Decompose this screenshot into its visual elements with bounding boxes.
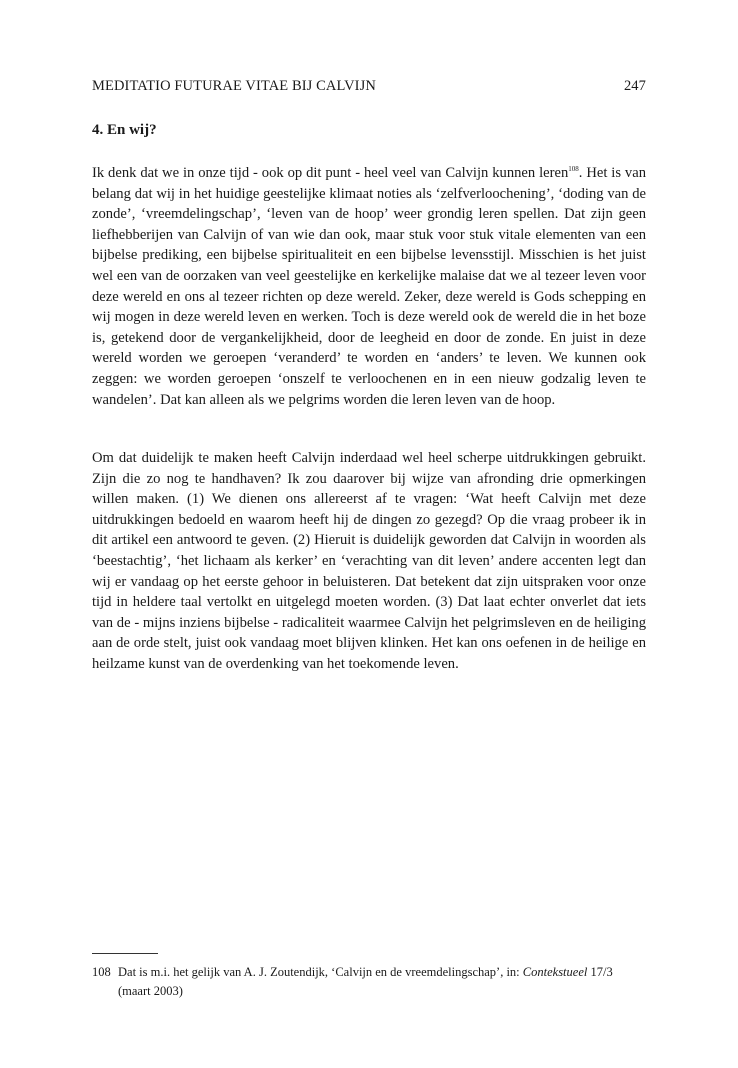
running-header: [92, 78, 646, 95]
section-heading: 4. En wij?: [92, 122, 157, 138]
paragraph-2: Om dat duidelijk te maken heeft Calvijn inderdaad wel heel scherpe uitdrukkingen gebruikt. Zijn die zo nog te handhaven? Ik zou daarover bij wijze van afronding drie opmerkingen willen maken. (1) We dienen ons allereerst af te vragen: ‘Wat heeft Calvijn met deze uitdrukkingen bedoeld en waarom heeft hij de dingen zo gezegd? Op die vraag probeer ik in dit artikel een antwoord te geven. (2) Hieruit is duidelijk geworden dat Calvijn in woorden als ‘beestachtig’, ‘het lichaam als kerker’ en ‘verachting van dit leven’ andere accenten legt dan wij er vandaag op het eerste gehoor in beluisteren. Dat betekent dat zijn uitspraken voor onze tijd in heldere taal vertolkt en uitgelegd moeten worden. (3) Dat laat echter onverlet dat iets van de - mijns inziens bijbelse - radicaliteit waarmee Calvijn het pelgrimsleven en de heiliging aan de orde stelt, juist ook vandaag moet blijven klinken. Het kan ons oefenen in de heilige en heilzame kunst van de overdenking van het toekomende leven.: [92, 450, 646, 672]
paragraph-1-text-continued: . Het is van belang dat wij in het huidige geestelijke klimaat noties als ‘zelfverloochening’, ‘doding van de zonde’, ‘vreemdelingschap’, ‘leven van de hoop’ weer grondig leren spellen. Dat zijn geen liefhebberijen van Calvijn of van wie dan ook, maar stuk voor stuk vitale elementen van een bijbelse prediking, een bijbelse spiritualiteit en een bijbelse levensstijl. Misschien is het juist wel een van de oorzaken van veel geestelijke en kerkelijke malaise dat we al tezeer leven voor deze wereld en ons al tezeer richten op deze wereld. Zeker, deze wereld is Gods schepping en wij mogen in deze wereld leven en werken. Toch is deze wereld ook de wereld die in het boze is, getekend door de vergankelijkheid, door de leegheid en door de zonde. En juist in deze wereld worden we geroepen ‘veranderd’ te worden en ‘anders’ te leven. We kunnen ook zeggen: we worden geroepen ‘onszelf te verloochenen en in een nieuw godzalig leven te wandelen’. Dat kan alleen als we pelgrims worden die leren leven van de hoop.: [92, 165, 646, 408]
footnote-text-before: Dat is m.i. het gelijk van A. J. Zoutendijk, ‘Calvijn en de vreemdelingschap’, in:: [118, 965, 523, 979]
footnote: [92, 963, 646, 1001]
paragraph-1: [92, 163, 646, 410]
running-title: MEDITATIO FUTURAE VITAE BIJ CALVIJN: [92, 78, 376, 94]
footnote-journal-title: Contekstueel: [522, 965, 588, 979]
footnote-number: 108: [92, 965, 111, 979]
footnote-reference[interactable]: 108: [568, 165, 579, 173]
paragraph-1-text: Ik denk dat we in onze tijd - ook op dit punt - heel veel van Calvijn kunnen leren: [92, 165, 569, 181]
footnote-text-after: 17/3 (maart 2003): [118, 965, 613, 998]
page-number: 247: [623, 78, 646, 94]
footnote-divider: [92, 953, 158, 954]
footnote-text: [118, 963, 646, 1001]
